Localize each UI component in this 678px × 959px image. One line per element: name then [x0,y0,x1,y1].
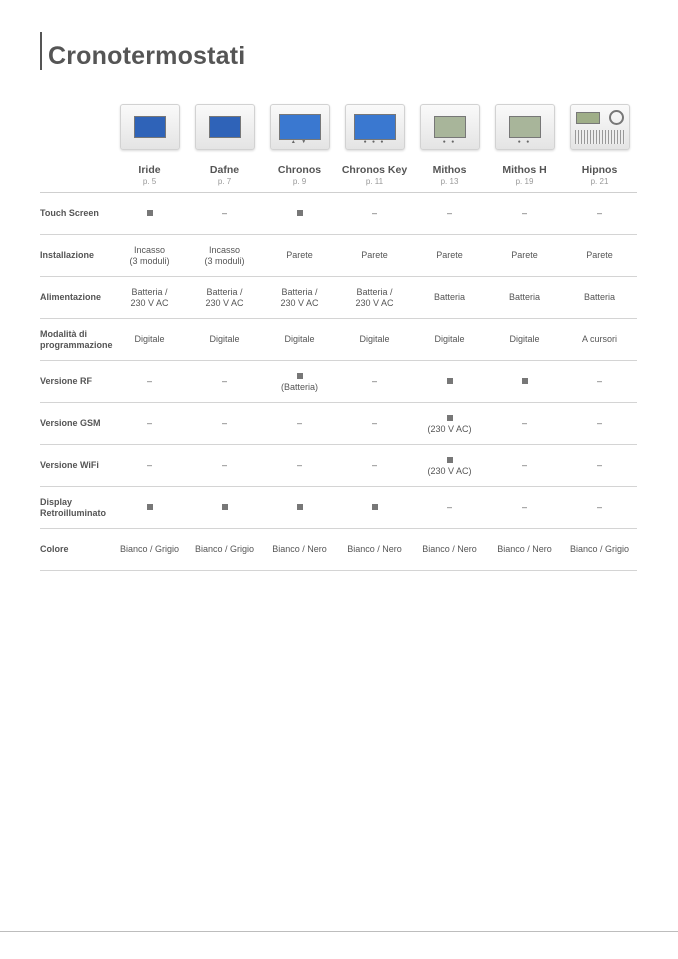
table-cell: – [521,208,527,218]
table-cell: – [371,376,377,386]
chronos-thermostat-icon: ▲ ▼ [270,104,330,150]
table-cell: – [521,502,527,512]
feature-available-icon [522,378,528,384]
table-cell: Digitale [284,334,315,344]
table-cell: – [371,418,377,428]
page-title: Cronotermostati [48,42,246,70]
table-cell: – [596,376,602,386]
product-column-hipnos [562,100,637,192]
table-cell: Batteria / 230 V AC [355,286,394,308]
table-cell: – [446,208,452,218]
title-accent-bar [40,32,42,70]
table-cell: Batteria / 230 V AC [280,286,319,308]
feature-available-icon [447,457,453,463]
feature-available-icon [447,378,453,384]
row-label: Alimentazione [40,292,102,302]
table-cell: Batteria / 230 V AC [205,286,244,308]
table-cell: Batteria [583,292,616,302]
table-cell: – [146,376,152,386]
table-cell: Batteria / 230 V AC [130,286,169,308]
product-page: p. 9 [292,177,307,186]
table-cell [262,502,337,513]
iride-thermostat-icon [120,104,180,150]
mithos-thermostat-icon: ● ● [420,104,480,150]
product-column-iride [112,100,187,192]
product-name: Iride [138,164,161,176]
feature-available-icon [447,415,453,421]
product-column-mithos-h [487,100,562,192]
table-cell: – [146,460,152,470]
table-cell: Batteria [508,292,541,302]
table-cell: – [446,502,452,512]
product-name: Mithos H [502,164,547,176]
table-cell: Batteria [433,292,466,302]
table-cell: Parete [586,250,613,260]
table-row [40,403,637,445]
product-column-dafne [187,100,262,192]
product-page: p. 5 [142,177,157,186]
table-row [40,319,637,361]
table-cell: – [296,418,302,428]
product-name: Hipnos [581,164,618,176]
table-cell: Parete [436,250,463,260]
product-column-mithos [412,100,487,192]
product-name: Chronos [277,164,322,176]
table-cell: Parete [361,250,388,260]
table-cell: Digitale [134,334,165,344]
table-cell: – [221,418,227,428]
table-cell: – [371,460,377,470]
table-cell: A cursori [581,334,617,344]
row-label: Colore [40,544,69,554]
table-cell: Incasso (3 moduli) [204,244,245,266]
table-row [40,361,637,403]
table-row [40,529,637,571]
mithos-h-thermostat-icon: ● ● [495,104,555,150]
table-cell: – [596,208,602,218]
table-cell: (230 V AC) [412,455,487,477]
table-cell: Bianco / Grigio [119,544,180,554]
table-cell: Digitale [509,334,540,344]
table-cell: Digitale [359,334,390,344]
row-label: Versione RF [40,376,93,386]
feature-available-icon [297,504,303,510]
table-cell: Bianco / Nero [497,544,552,554]
table-cell: – [221,208,227,218]
feature-available-icon [222,504,228,510]
feature-available-icon [147,504,153,510]
feature-available-icon [147,210,153,216]
table-cell: – [596,502,602,512]
table-cell: – [371,208,377,218]
table-cell [487,376,562,387]
row-label: Versione WiFi [40,460,99,470]
product-name: Chronos Key [341,164,408,176]
row-label: Modalità di programmazione [40,328,113,350]
product-page: p. 7 [217,177,232,186]
feature-available-icon [297,210,303,216]
table-row [40,487,637,529]
table-cell: Bianco / Nero [347,544,402,554]
table-cell: – [221,376,227,386]
table-cell: (230 V AC) [412,413,487,435]
product-page: p. 13 [440,177,459,186]
table-cell: – [296,460,302,470]
table-cell: – [521,418,527,428]
dafne-thermostat-icon [195,104,255,150]
table-row [40,193,637,235]
row-label: Display Retroilluminato [40,496,107,518]
table-cell [112,502,187,513]
row-label: Installazione [40,250,95,260]
table-cell: Bianco / Grigio [569,544,630,554]
table-cell: Incasso (3 moduli) [129,244,170,266]
table-cell: Parete [511,250,538,260]
product-page: p. 21 [590,177,609,186]
table-cell: Parete [286,250,313,260]
comparison-table [40,100,637,571]
hipnos-thermostat-icon [570,104,630,150]
table-cell [187,502,262,513]
table-cell [262,208,337,219]
table-body [40,193,637,571]
row-label: Versione GSM [40,418,101,428]
table-cell: – [596,460,602,470]
table-cell: – [521,460,527,470]
product-page: p. 19 [515,177,534,186]
table-cell: – [146,418,152,428]
table-cell: Digitale [209,334,240,344]
table-cell: Digitale [434,334,465,344]
row-label: Touch Screen [40,208,99,218]
footer-divider [0,931,678,932]
table-cell: Bianco / Nero [272,544,327,554]
product-column-chronos [262,100,337,192]
product-name: Dafne [209,164,240,176]
table-cell [412,376,487,387]
feature-available-icon [297,373,303,379]
table-cell: Bianco / Grigio [194,544,255,554]
table-cell [337,502,412,513]
table-cell: – [596,418,602,428]
product-name: Mithos [432,164,467,176]
table-cell [112,208,187,219]
product-page: p. 11 [365,177,384,186]
table-row [40,445,637,487]
table-cell: Bianco / Nero [422,544,477,554]
table-row [40,277,637,319]
table-row [40,235,637,277]
product-column-chronos-key [337,100,412,192]
table-cell: – [221,460,227,470]
chronos-key-thermostat-icon: ● ● ● [345,104,405,150]
feature-available-icon [372,504,378,510]
table-cell: (Batteria) [262,371,337,393]
product-header-row [40,100,637,193]
